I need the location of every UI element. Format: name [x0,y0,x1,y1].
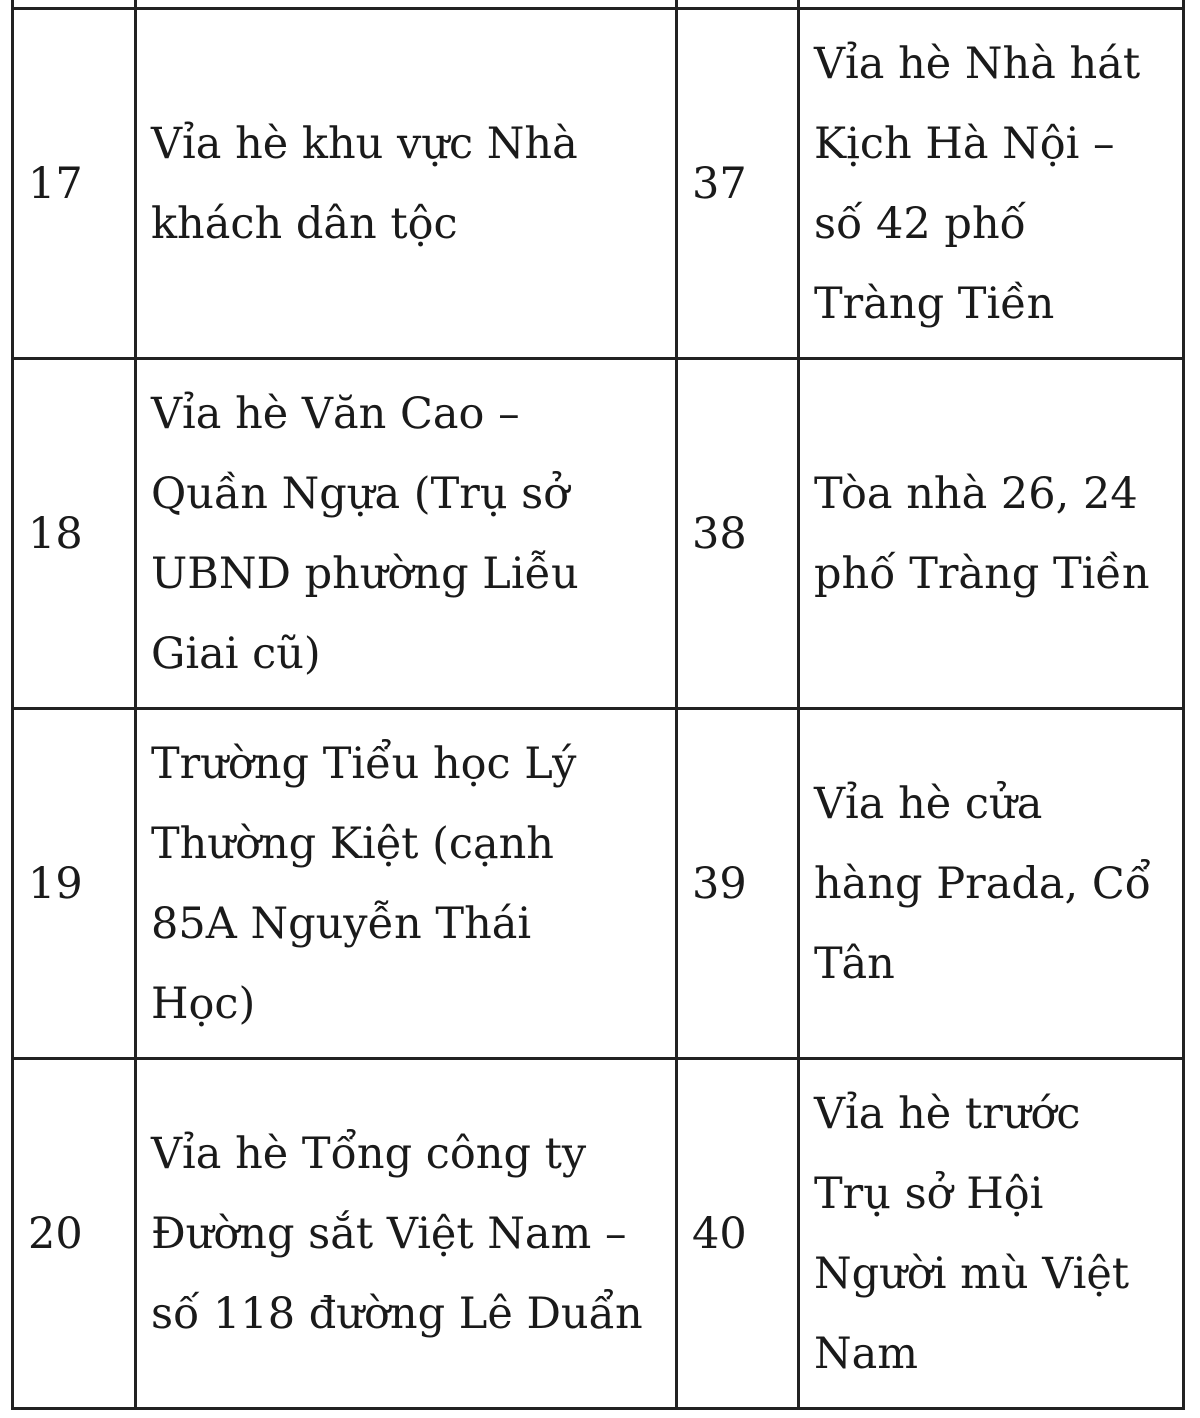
location-left [136,709,677,1059]
location-right [799,1059,1184,1409]
cell-line: Giai cũ) [151,628,321,679]
row-number-left: 19 [13,709,136,1059]
cell-line: Trường Tiểu học Lý [151,738,577,789]
table-row [13,9,1184,359]
locations-table [11,0,1185,1410]
cell-line: Trụ sở Hội [814,1168,1044,1219]
cell-line: khách dân tộc [151,198,458,249]
row-number-right: 37 [677,9,799,359]
cell-line: hàng Prada, Cổ [814,858,1152,909]
table-row [13,359,1184,709]
cell-line: 85A Nguyễn Thái [151,898,532,949]
table-row [13,709,1184,1059]
location-right [799,9,1184,359]
cell-line: Tân [814,938,895,989]
cell-line: Người mù Việt [814,1248,1130,1299]
cell-line: Học) [151,978,256,1029]
cell-line: số 42 phố [814,198,1026,249]
cell-line: Vỉa hè Tổng công ty [151,1128,587,1179]
cell-line: phố Tràng Tiền [814,548,1150,599]
cell-line: UBND phường Liễu [151,548,579,599]
cell-line: Tràng Tiền [814,278,1055,329]
cell-line: Tòa nhà 26, 24 [814,468,1138,519]
cell-line: Vỉa hè khu vực Nhà [151,118,578,169]
row-number-right: 40 [677,1059,799,1409]
cell-line: Vỉa hè Nhà hát [814,38,1141,89]
cell-line: Thường Kiệt (cạnh [151,818,554,869]
location-left [136,1059,677,1409]
row-number-right: 39 [677,709,799,1059]
cell-line: Quần Ngựa (Trụ sở [151,468,570,519]
cell-line: Vỉa hè Văn Cao – [151,388,520,439]
table-row-previous [13,0,1184,9]
row-number-left: 20 [13,1059,136,1409]
location-right [799,359,1184,709]
location-left [136,9,677,359]
table-row [13,1059,1184,1409]
cell-line: Vỉa hè cửa [814,778,1043,829]
cell-line: số 118 đường Lê Duẩn [151,1288,643,1339]
cell-line: Nam [814,1328,919,1379]
row-number-right: 38 [677,359,799,709]
location-left [136,359,677,709]
row-number-left: 18 [13,359,136,709]
cell-line: Đường sắt Việt Nam – [151,1208,627,1259]
cell-line: Kịch Hà Nội – [814,118,1115,169]
location-right [799,709,1184,1059]
row-number-left: 17 [13,9,136,359]
cell-line: Vỉa hè trước [814,1088,1081,1139]
